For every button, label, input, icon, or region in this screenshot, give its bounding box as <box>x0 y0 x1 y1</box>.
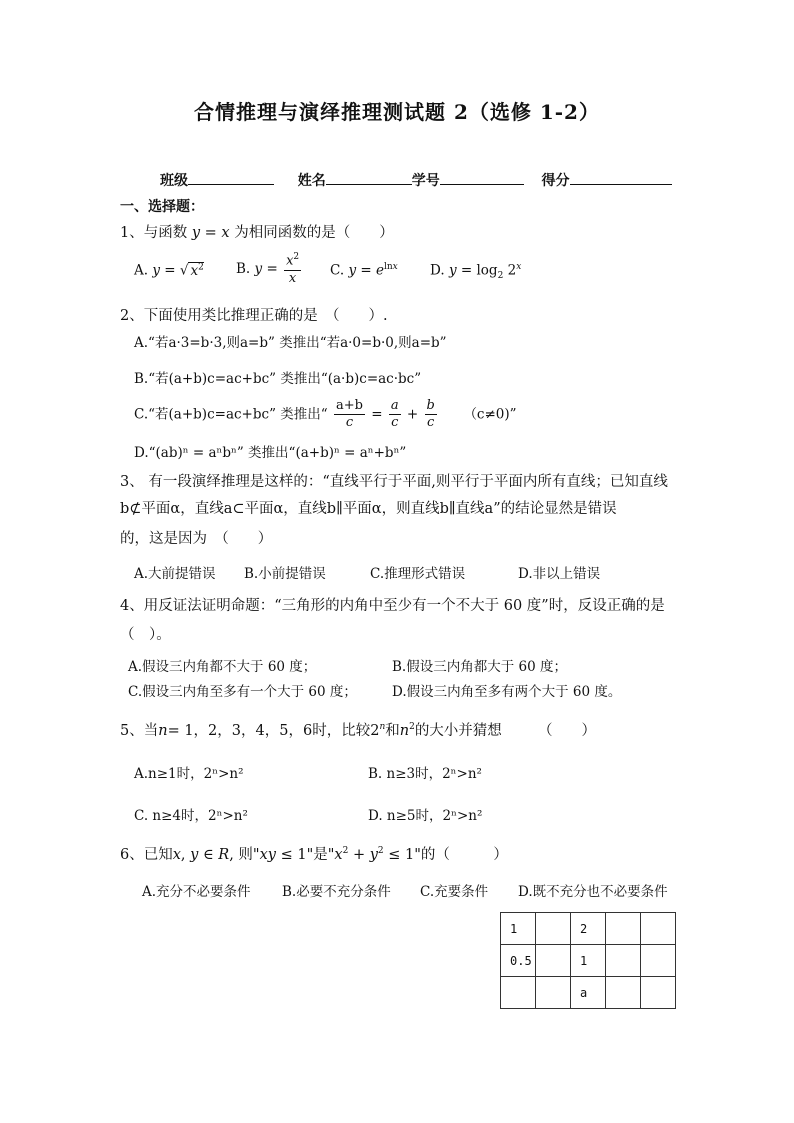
grid-row <box>501 913 676 945</box>
question-4-option-a[interactable]: A.假设三内角都不大于 60 度； <box>128 659 317 675</box>
grid-cell <box>501 977 536 1009</box>
question-3-option-c[interactable]: C.推理形式错误 <box>370 566 466 582</box>
question-5-stem: 5、当n= 1，2，3，4，5，6时，比较2$^n$和$n^2$的大小并猜想 （ ） <box>120 722 597 739</box>
grid-cell <box>641 913 676 945</box>
question-6-option-d[interactable]: D.既不充分也不必要条件 <box>518 884 668 900</box>
score-blank[interactable] <box>570 170 672 185</box>
question-1-option-a[interactable]: A. y = √ $x^2$ <box>134 262 204 279</box>
score-label: 得分 <box>541 173 570 189</box>
grid-cell <box>536 945 571 977</box>
grid-cell: 1 <box>501 913 536 945</box>
question-2-option-c[interactable]: C.“若(a+b)c=ac+bc” 类推出“ $\frac{a+b}{c}$ = $\frac{a}{c}$ + $\frac{b}{c}$ （c≠0)” <box>134 398 517 431</box>
grid-cell <box>536 977 571 1009</box>
question-5-option-b[interactable]: B. n≥3时，2ⁿ>n² <box>368 766 482 782</box>
grid-cell <box>606 945 641 977</box>
question-6-stem: 6、已知x, y ∈ R, 则"xy ≤ 1"是"$x^2 + y^2 \le 1$"的（ ） <box>120 846 508 863</box>
question-4-option-c[interactable]: C.假设三内角至多有一个大于 60 度； <box>128 684 357 700</box>
question-2-option-b[interactable]: B.“若(a+b)c=ac+bc” 类推出“(a·b)c=ac·bc” <box>134 371 422 387</box>
question-3-line-1: 3、 有一段演绎推理是这样的：“直线平行于平面,则平行于平面内所有直线；已知直线 <box>120 474 668 490</box>
name-label: 姓名 <box>297 173 326 189</box>
id-label: 学号 <box>411 173 440 189</box>
question-3-line-2: b⊄平面α，直线a⊂平面α，直线b∥平面α，则直线b∥直线a”的结论显然是错误 <box>120 501 617 517</box>
question-3-line-3: 的，这是因为 （ ） <box>120 531 273 547</box>
section-heading: 一、选择题： <box>120 199 204 215</box>
class-label: 班级 <box>160 173 188 189</box>
grid-cell: 1 <box>571 945 606 977</box>
question-1-option-b[interactable]: B. y = $\frac{x^2}{x}$ <box>236 252 300 286</box>
grid-cell <box>641 945 676 977</box>
grid-cell <box>606 913 641 945</box>
grid-cell <box>641 977 676 1009</box>
id-blank[interactable] <box>440 170 524 185</box>
grid-row <box>501 945 676 977</box>
question-2-stem: 2、下面使用类比推理正确的是 （ ）. <box>120 308 388 324</box>
grid-cell: 2 <box>571 913 606 945</box>
question-4-line-1: 4、用反证法证明命题：“三角形的内角中至少有一个不大于 60 度”时，反设正确的是 <box>120 598 665 614</box>
page-title: 合情推理与演绎推理测试题 2（选修 1-2） <box>194 100 600 124</box>
number-grid-table <box>500 912 676 1009</box>
question-3-option-d[interactable]: D.非以上错误 <box>518 566 601 582</box>
grid-cell <box>536 913 571 945</box>
question-6-option-b[interactable]: B.必要不充分条件 <box>282 884 391 900</box>
question-4-option-d[interactable]: D.假设三内角至多有两个大于 60 度。 <box>392 684 622 700</box>
grid-row <box>501 977 676 1009</box>
question-1-option-d[interactable]: D. $y = \log_2 2^x$ <box>430 262 522 282</box>
grid-cell: a <box>571 977 606 1009</box>
grid-cell <box>606 977 641 1009</box>
question-6-option-a[interactable]: A.充分不必要条件 <box>142 884 251 900</box>
class-blank[interactable] <box>188 170 274 185</box>
question-1-stem: 1、与函数 y = x 为相同函数的是（ ） <box>120 225 394 241</box>
name-blank[interactable] <box>326 170 412 185</box>
question-2-option-a[interactable]: A.“若a·3=b·3,则a=b” 类推出“若a·0=b·0,则a=b” <box>134 335 447 351</box>
question-1-option-c[interactable]: C. $y = e^{lnx}$ <box>330 262 398 279</box>
question-6-option-c[interactable]: C.充要条件 <box>420 884 489 900</box>
question-5-option-d[interactable]: D. n≥5时，2ⁿ>n² <box>368 808 483 824</box>
question-4-line-2: （ ）。 <box>120 627 171 643</box>
question-2-option-d[interactable]: D.“(ab)ⁿ = aⁿbⁿ” 类推出“(a+b)ⁿ = aⁿ+bⁿ” <box>134 445 407 461</box>
question-3-option-b[interactable]: B.小前提错误 <box>244 566 326 582</box>
question-5-option-a[interactable]: A.n≥1时，2ⁿ>n² <box>134 766 244 782</box>
grid-cell: 0.5 <box>501 945 536 977</box>
question-5-option-c[interactable]: C. n≥4时，2ⁿ>n² <box>134 808 248 824</box>
student-info-line <box>160 170 672 190</box>
question-3-option-a[interactable]: A.大前提错误 <box>134 566 216 582</box>
question-4-option-b[interactable]: B.假设三内角都大于 60 度； <box>392 659 567 675</box>
